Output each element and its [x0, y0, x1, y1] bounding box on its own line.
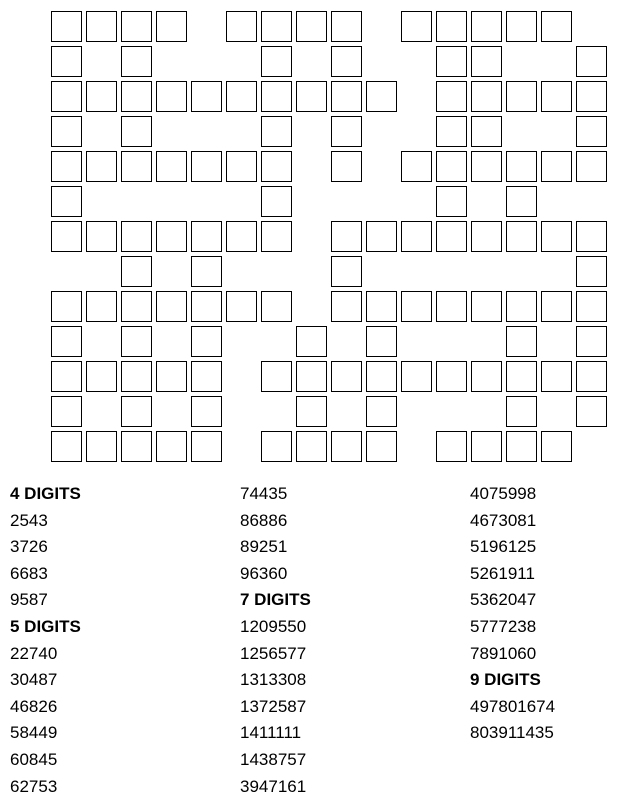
grid-cell[interactable] [436, 11, 467, 42]
grid-cell[interactable] [506, 151, 537, 182]
grid-cell[interactable] [226, 11, 257, 42]
grid-cell[interactable] [121, 361, 152, 392]
grid-cell[interactable] [261, 11, 292, 42]
grid-cell[interactable] [541, 11, 572, 42]
grid-cell[interactable] [296, 11, 327, 42]
grid-cell[interactable] [436, 151, 467, 182]
grid-cell[interactable] [366, 81, 397, 112]
grid-cell[interactable] [121, 11, 152, 42]
grid-cell[interactable] [86, 151, 117, 182]
grid-cell[interactable] [121, 256, 152, 287]
grid-cell[interactable] [261, 186, 292, 217]
number-entry: 46826 [10, 696, 58, 716]
number-entry: 497801674 [470, 696, 556, 716]
grid-cell[interactable] [261, 116, 292, 147]
grid-cell[interactable] [191, 151, 222, 182]
grid-cell[interactable] [401, 11, 432, 42]
grid-cell[interactable] [366, 221, 397, 252]
grid-cell[interactable] [191, 361, 222, 392]
grid-cell[interactable] [471, 221, 502, 252]
grid-cell[interactable] [541, 221, 572, 252]
grid-cell[interactable] [401, 361, 432, 392]
number-entry: 5362047 [470, 590, 537, 610]
digit-group-heading: 5 DIGITS [10, 616, 81, 636]
number-list-column-2 [240, 481, 440, 800]
grid-cell[interactable] [51, 291, 82, 322]
grid-cell[interactable] [51, 186, 82, 217]
grid-cell[interactable] [296, 81, 327, 112]
grid-cell[interactable] [331, 46, 362, 77]
number-entry: 1313308 [240, 670, 307, 690]
grid-cell[interactable] [576, 151, 607, 182]
grid-cell[interactable] [506, 186, 537, 217]
grid-cell[interactable] [541, 291, 572, 322]
grid-cell[interactable] [436, 116, 467, 147]
number-entry: 9587 [10, 590, 48, 610]
number-entry: 96360 [240, 563, 288, 583]
number-entry: 1411111 [240, 723, 302, 743]
number-list-column-3 [470, 481, 622, 747]
grid-cell[interactable] [51, 116, 82, 147]
grid-cell[interactable] [191, 291, 222, 322]
grid-cell[interactable] [261, 361, 292, 392]
grid-cell[interactable] [226, 291, 257, 322]
grid-cell[interactable] [261, 151, 292, 182]
grid-cell[interactable] [331, 256, 362, 287]
number-entry: 1256577 [240, 643, 307, 663]
grid-cell[interactable] [156, 11, 187, 42]
grid-cell[interactable] [436, 186, 467, 217]
grid-cell[interactable] [51, 11, 82, 42]
number-entry: 58449 [10, 723, 58, 743]
grid-cell[interactable] [471, 291, 502, 322]
grid-cell[interactable] [86, 221, 117, 252]
grid-cell[interactable] [51, 326, 82, 357]
grid-cell[interactable] [191, 326, 222, 357]
grid-cell[interactable] [156, 361, 187, 392]
grid-cell[interactable] [576, 326, 607, 357]
number-entry: 6683 [10, 563, 48, 583]
number-entry: 74435 [240, 484, 288, 503]
grid-cell[interactable] [121, 46, 152, 77]
grid-cell[interactable] [51, 431, 82, 462]
grid-cell[interactable] [156, 221, 187, 252]
grid-cell[interactable] [51, 221, 82, 252]
number-entry: 30487 [10, 670, 58, 690]
grid-cell[interactable] [296, 326, 327, 357]
number-entry: 803911435 [470, 723, 554, 743]
grid-cell[interactable] [436, 361, 467, 392]
grid-cell[interactable] [191, 256, 222, 287]
grid-cell[interactable] [576, 361, 607, 392]
grid-cell[interactable] [86, 81, 117, 112]
grid-cell[interactable] [331, 291, 362, 322]
number-entry: 22740 [10, 643, 58, 663]
number-entry: 5196125 [470, 537, 537, 557]
grid-cell[interactable] [121, 81, 152, 112]
grid-cell[interactable] [366, 396, 397, 427]
grid-cell[interactable] [191, 81, 222, 112]
grid-cell[interactable] [366, 431, 397, 462]
grid-cell[interactable] [576, 116, 607, 147]
number-entry: 1438757 [240, 749, 307, 769]
grid-cell[interactable] [471, 11, 502, 42]
grid-cell[interactable] [296, 361, 327, 392]
grid-cell[interactable] [226, 151, 257, 182]
grid-cell[interactable] [471, 81, 502, 112]
grid-cell[interactable] [331, 81, 362, 112]
grid-cell[interactable] [331, 151, 362, 182]
grid-cell[interactable] [226, 81, 257, 112]
number-entry: 5261911 [470, 563, 535, 583]
grid-cell[interactable] [401, 291, 432, 322]
digit-group-heading: 7 DIGITS [240, 590, 311, 610]
number-entry: 2543 [10, 510, 48, 530]
grid-cell[interactable] [471, 151, 502, 182]
grid-cell[interactable] [121, 396, 152, 427]
grid-cell[interactable] [121, 326, 152, 357]
grid-cell[interactable] [506, 11, 537, 42]
number-entry: 86886 [240, 510, 288, 530]
grid-cell[interactable] [331, 116, 362, 147]
grid-cell[interactable] [576, 221, 607, 252]
grid-cell[interactable] [156, 81, 187, 112]
grid-cell[interactable] [86, 431, 117, 462]
grid-cell[interactable] [576, 396, 607, 427]
grid-cell[interactable] [86, 361, 117, 392]
grid-cell[interactable] [51, 81, 82, 112]
number-entry: 1209550 [240, 616, 307, 636]
grid-cell[interactable] [576, 81, 607, 112]
number-entry: 1372587 [240, 696, 307, 716]
grid-cell[interactable] [506, 361, 537, 392]
grid-cell[interactable] [331, 221, 362, 252]
grid-cell[interactable] [296, 431, 327, 462]
grid-cell[interactable] [401, 221, 432, 252]
grid-cell[interactable] [506, 326, 537, 357]
grid-cell[interactable] [471, 431, 502, 462]
grid-cell[interactable] [121, 151, 152, 182]
grid-cell[interactable] [541, 431, 572, 462]
grid-cell[interactable] [296, 396, 327, 427]
grid-cell[interactable] [506, 221, 537, 252]
grid-cell[interactable] [506, 81, 537, 112]
number-entry: 7891060 [470, 643, 537, 663]
grid-cell[interactable] [226, 221, 257, 252]
grid-cell[interactable] [471, 361, 502, 392]
grid-cell[interactable] [471, 116, 502, 147]
number-entry: 89251 [240, 537, 288, 557]
number-entry: 3726 [10, 537, 48, 557]
digit-group-heading: 4 DIGITS [10, 484, 81, 503]
grid-cell[interactable] [366, 361, 397, 392]
grid-cell[interactable] [191, 431, 222, 462]
grid-cell[interactable] [576, 46, 607, 77]
digit-group-heading: 9 DIGITS [470, 670, 541, 690]
grid-cell[interactable] [261, 431, 292, 462]
grid-cell[interactable] [121, 291, 152, 322]
grid-cell[interactable] [156, 291, 187, 322]
grid-cell[interactable] [121, 116, 152, 147]
grid-cell[interactable] [436, 221, 467, 252]
grid-cell[interactable] [261, 46, 292, 77]
grid-cell[interactable] [506, 431, 537, 462]
grid-cell[interactable] [331, 361, 362, 392]
grid-cell[interactable] [156, 431, 187, 462]
grid-cell[interactable] [156, 151, 187, 182]
grid-cell[interactable] [51, 151, 82, 182]
grid-cell[interactable] [191, 396, 222, 427]
grid-cell[interactable] [261, 81, 292, 112]
grid-cell[interactable] [436, 81, 467, 112]
grid-cell[interactable] [541, 151, 572, 182]
grid-cell[interactable] [86, 11, 117, 42]
grid-cell[interactable] [436, 431, 467, 462]
grid-cell[interactable] [541, 81, 572, 112]
number-entry: 4673081 [470, 510, 537, 530]
number-entry: 4075998 [470, 484, 537, 503]
grid-cell[interactable] [576, 291, 607, 322]
number-entry: 3947161 [240, 776, 307, 796]
number-entry: 5777238 [470, 616, 537, 636]
grid-cell[interactable] [51, 46, 82, 77]
number-list-column-1 [10, 481, 210, 800]
grid-cell[interactable] [86, 291, 117, 322]
grid-cell[interactable] [541, 361, 572, 392]
grid-cell[interactable] [51, 361, 82, 392]
grid-cell[interactable] [261, 221, 292, 252]
grid-cell[interactable] [436, 46, 467, 77]
grid-cell[interactable] [401, 151, 432, 182]
grid-cell[interactable] [366, 291, 397, 322]
number-entry: 60845 [10, 749, 58, 769]
grid-cell[interactable] [576, 256, 607, 287]
grid-cell[interactable] [471, 46, 502, 77]
grid-cell[interactable] [331, 11, 362, 42]
grid-cell[interactable] [331, 431, 362, 462]
number-entry: 62753 [10, 776, 58, 796]
grid-cell[interactable] [506, 291, 537, 322]
grid-cell[interactable] [121, 221, 152, 252]
grid-cell[interactable] [436, 291, 467, 322]
grid-cell[interactable] [261, 291, 292, 322]
grid-cell[interactable] [51, 396, 82, 427]
grid-cell[interactable] [506, 396, 537, 427]
grid-cell[interactable] [366, 326, 397, 357]
grid-cell[interactable] [191, 221, 222, 252]
grid-cell[interactable] [121, 431, 152, 462]
